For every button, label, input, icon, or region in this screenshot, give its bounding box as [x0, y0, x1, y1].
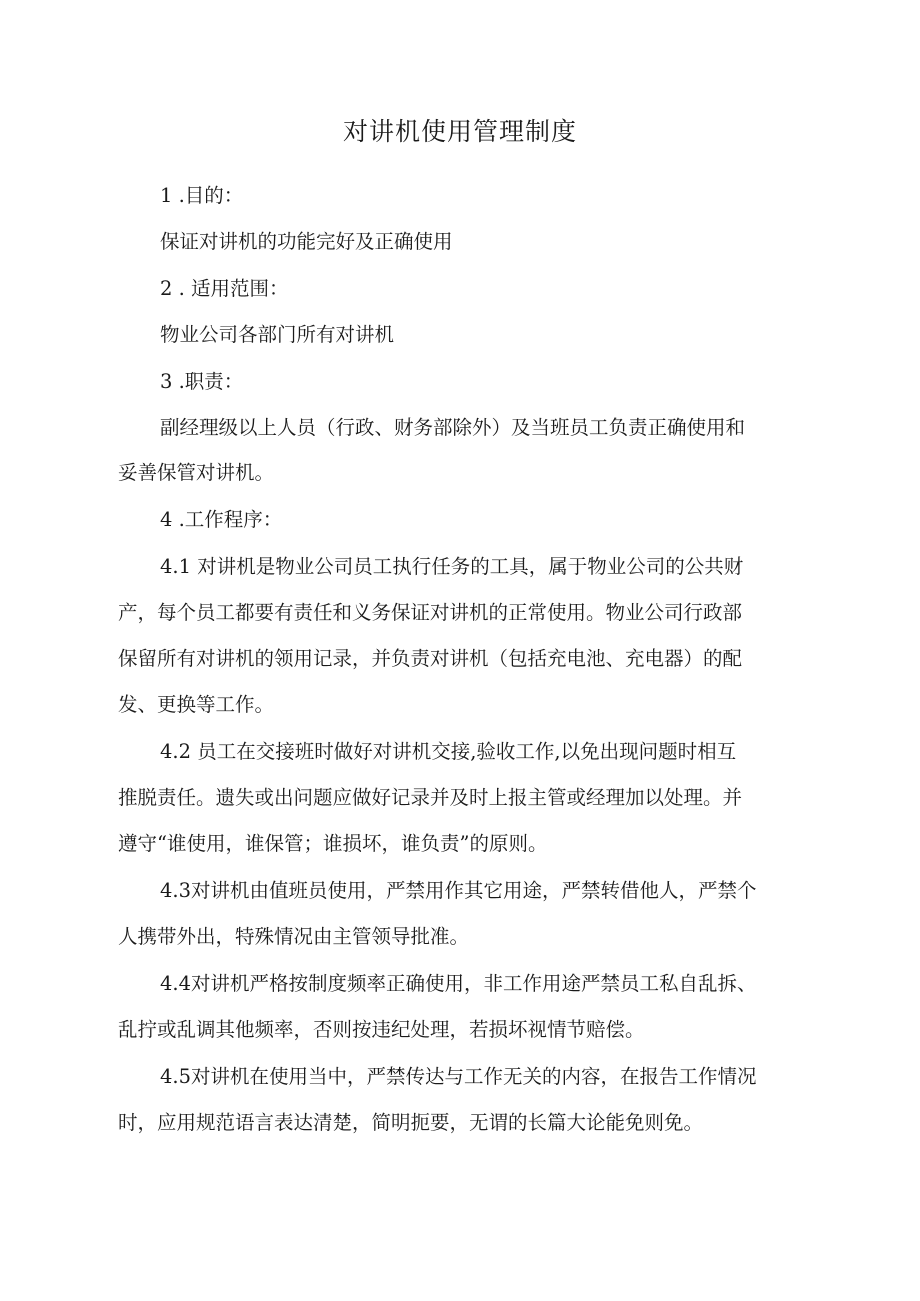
- section-3-body-line: 副经理级以上人员（行政、财务部除外）及当班员工负责正确使用和: [160, 416, 746, 439]
- page-title: 对讲机使用管理制度: [342, 117, 577, 146]
- item-4-1-line: 产，每个员工都要有责任和义务保证对讲机的正常使用。物业公司行政部: [118, 601, 743, 624]
- section-2-heading: 2 . 适用范围：: [160, 277, 289, 300]
- section-3-heading: 3 .职责：: [160, 370, 244, 393]
- item-4-3-line: 4.3对讲机由值班员使用，严禁用作其它用途，严禁转借他人，严禁个: [160, 879, 757, 902]
- item-4-1-line: 发、更换等工作。: [118, 693, 275, 716]
- section-3-body-line: 妥善保管对讲机。: [118, 461, 275, 484]
- item-4-5-line: 4.5对讲机在使用当中，严禁传达与工作无关的内容，在报告工作情况: [160, 1065, 757, 1088]
- item-4-1-line: 4.1 对讲机是物业公司员工执行任务的工具，属于物业公司的公共财: [160, 555, 744, 578]
- item-4-3-line: 人携带外出，特殊情况由主管领导批准。: [118, 925, 470, 948]
- item-4-2-line: 推脱责任。遗失或出问题应做好记录并及时上报主管或经理加以处理。并: [118, 786, 743, 809]
- item-4-1-line: 保留所有对讲机的领用记录，并负责对讲机（包括充电池、充电器）的配: [118, 647, 743, 670]
- item-4-4-line: 4.4对讲机严格按制度频率正确使用，非工作用途严禁员工私自乱拆、: [160, 972, 757, 995]
- section-4-heading: 4 .工作程序：: [160, 508, 283, 531]
- item-4-2-line: 遵守“谁使用，谁保管；谁损坏，谁负责”的原则。: [118, 832, 548, 855]
- item-4-4-line: 乱拧或乱调其他频率，否则按违纪处理，若损坏视情节赔偿。: [118, 1018, 645, 1041]
- section-2-body: 物业公司各部门所有对讲机: [160, 323, 395, 346]
- item-4-2-line: 4.2 员工在交接班时做好对讲机交接,验收工作,以免出现问题时相互: [160, 740, 737, 763]
- section-1-heading: 1 .目的：: [160, 184, 244, 207]
- item-4-5-line: 时，应用规范语言表达清楚，简明扼要，无谓的长篇大论能免则免。: [118, 1111, 704, 1134]
- section-1-body: 保证对讲机的功能完好及正确使用: [160, 230, 453, 253]
